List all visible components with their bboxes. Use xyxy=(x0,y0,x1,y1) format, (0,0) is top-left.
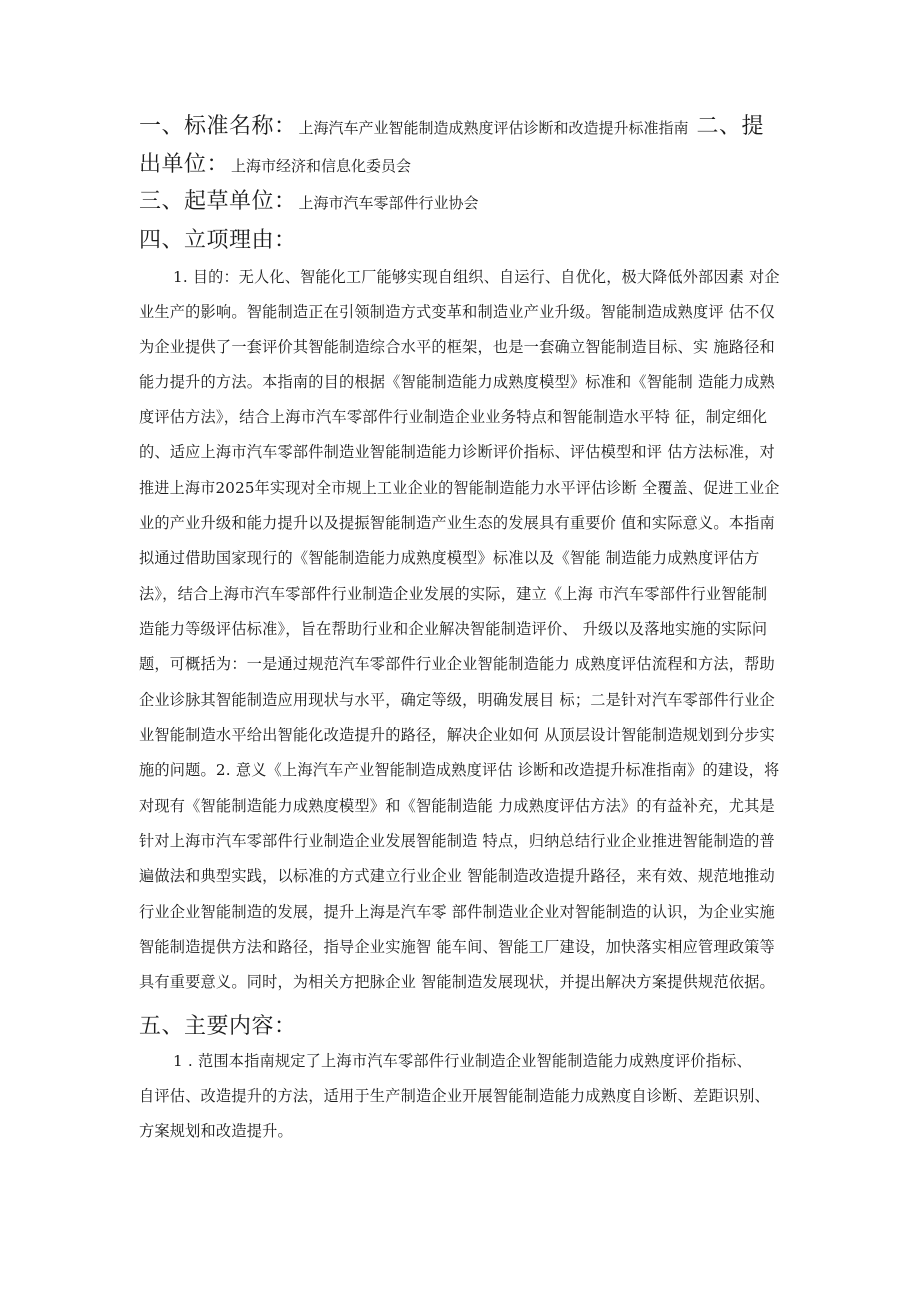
section-4-heading xyxy=(139,230,297,252)
reason-line: 1. 目的：无人化、智能化工厂能够实现自组织、自运行、自优化，极大降低外部因素 对企 xyxy=(173,268,780,286)
reason-line: 为企业提供了一套评价其智能制造综合水平的框架，也是一套确立智能制造目标、实 施路径和 xyxy=(139,338,775,356)
reason-line: 企业诊脉其智能制造应用现状与水平，确定等级，明确发展目 标；二是针对汽车零部件行业企 xyxy=(139,691,775,709)
reason-line: 法》，结合上海市汽车零部件行业制造企业发展的实际，建立《上海 市汽车零部件行业智能制 xyxy=(139,585,768,603)
reason-line: 业生产的影响。智能制造正在引领制造方式变革和制造业产业升级。智能制造成熟度评 估不仅 xyxy=(139,303,775,321)
reason-line: 业的产业升级和能力提升以及提振智能制造产业生态的发展具有重要价 值和实际意义。本指南 xyxy=(139,514,775,532)
content-line: 自评估、改造提升的方法，适用于生产制造企业开展智能制造能力成熟度自诊断、差距识别、 xyxy=(139,1087,770,1105)
section-3-heading xyxy=(139,191,479,213)
section-3-label: 三、起草单位： xyxy=(139,189,297,214)
section-2-value: 上海市经济和信息化委员会 xyxy=(231,157,412,175)
section-2-label-start: 二、提 xyxy=(696,114,765,139)
reason-line: 造能力等级评估标准》，旨在帮助行业和企业解决智能制造评价、 升级以及落地实施的实际问 xyxy=(139,620,768,638)
section-3-value: 上海市汽车零部件行业协会 xyxy=(298,194,479,212)
reason-line: 行业企业智能制造的发展，提升上海是汽车零 部件制造业企业对智能制造的认识，为企业实施 xyxy=(139,903,775,921)
section-2-heading xyxy=(139,154,411,176)
reason-line: 推进上海市2025年实现对全市规上工业企业的智能制造能力水平评估诊断 全覆盖、促进工业企 xyxy=(139,479,780,497)
content-line: 1 . 范围本指南规定了上海市汽车零部件行业制造企业智能制造能力成熟度评价指标、 xyxy=(173,1052,752,1070)
section-1-value: 上海汽车产业智能制造成熟度评估诊断和改造提升标准指南 xyxy=(298,119,689,137)
content-line: 方案规划和改造提升。 xyxy=(139,1122,293,1140)
reason-line: 的、适应上海市汽车零部件制造业智能制造能力诊断评价指标、评估模型和评 估方法标准，对 xyxy=(139,443,775,461)
reason-line: 题，可概括为：一是通过规范汽车零部件行业企业智能制造能力 成熟度评估流程和方法，帮助 xyxy=(139,655,775,673)
reason-line: 针对上海市汽车零部件行业制造企业发展智能制造 特点，归纳总结行业企业推进智能制造的普 xyxy=(139,832,775,850)
reason-line: 业智能制造水平给出智能化改造提升的路径，解决企业如何 从顶层设计智能制造规划到分步实 xyxy=(139,726,775,744)
section-2-label-cont: 出单位： xyxy=(139,152,230,177)
section-1-heading xyxy=(139,116,764,138)
reason-line: 对现有《智能制造能力成熟度模型》和《智能制造能 力成熟度评估方法》的有益补充，尤其是 xyxy=(139,797,775,815)
reason-line: 遍做法和典型实践，以标准的方式建立行业企业 智能制造改造提升路径，来有效、规范地推动 xyxy=(139,867,775,885)
reason-line: 具有重要意义。同时，为相关方把脉企业 智能制造发展现状，并提出解决方案提供规范依据。 xyxy=(139,973,775,991)
reason-line: 拟通过借助国家现行的《智能制造能力成熟度模型》标准以及《智能 制造能力成熟度评估方 xyxy=(139,549,760,567)
reason-line: 施的问题。2. 意义《上海汽车产业智能制造成熟度评估 诊断和改造提升标准指南》的建设，将 xyxy=(139,761,780,779)
reason-line: 智能制造提供方法和路径，指导企业实施智 能车间、智能工厂建设，加快落实相应管理政策等 xyxy=(139,938,775,956)
section-5-label: 五、主要内容： xyxy=(139,1014,297,1039)
section-1-label: 一、标准名称： xyxy=(139,114,297,139)
section-4-label: 四、立项理由： xyxy=(139,228,297,253)
reason-line: 能力提升的方法。本指南的目的根据《智能制造能力成熟度模型》标准和《智能制 造能力成熟 xyxy=(139,373,775,391)
reason-line: 度评估方法》，结合上海市汽车零部件行业制造企业业务特点和智能制造水平特 征，制定细化 xyxy=(139,408,768,426)
section-5-heading xyxy=(139,1016,297,1038)
